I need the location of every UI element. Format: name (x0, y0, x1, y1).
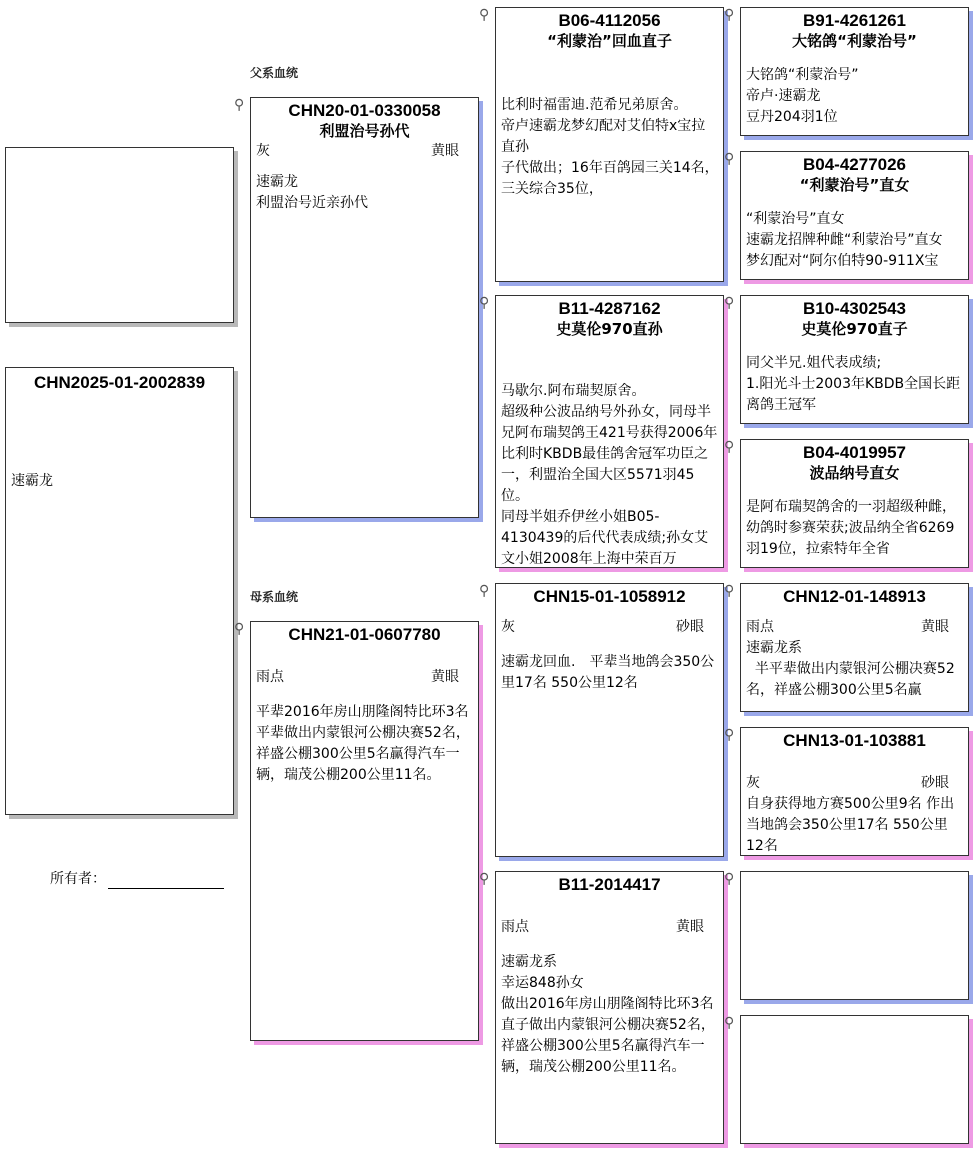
dss-attributes (741, 617, 968, 638)
sire-sire-card (495, 7, 724, 282)
sire-dam-note: 马歇尔.阿布瑞契原舍。 超级种公波品纳号外孙女，同母半兄阿布瑞契鸽王421号获得2006年比利时KBDB最佳鸽舍冠军功臣之一，利盟治全国大区5571羽45位。 同母半姐乔伊丝小姐B05-4130439的后代代表成绩;孙女艾文小姐2008年上海中荣百万 (501, 383, 718, 567)
dss-card (740, 583, 969, 712)
sds-note: 同父半兄.姐代表成绩; 1.阳光斗士2003年KBDB全国长距离鸽王冠军 (746, 355, 961, 413)
sdd-ring-number: B04-4019957 (802, 443, 907, 462)
ssd-ring-number: B04-4277026 (802, 155, 907, 174)
dam-sire-eye: 砂眼 (676, 619, 704, 635)
pigeon-ring-icon: ⚲ (724, 727, 735, 743)
sdd-card (740, 439, 969, 568)
dss-ring-number: CHN12-01-148913 (783, 587, 926, 606)
pigeon-ring-icon: ⚲ (234, 621, 245, 637)
sdd-name: 波品纳号直女 (809, 464, 900, 482)
sss-card (740, 7, 969, 136)
subject-ring-number: CHN2025-01-2002839 (33, 373, 206, 392)
dds-card (740, 871, 969, 1000)
pigeon-ring-icon: ⚲ (479, 7, 490, 23)
ssd-name: “利蒙治号”直女 (799, 176, 910, 194)
dsd-color: 灰 (746, 775, 760, 791)
pigeon-ring-icon: ⚲ (724, 7, 735, 23)
dsd-card (740, 727, 969, 856)
sdd-note: 是阿布瑞契鸽舍的一羽超级种雌，幼鸽时参赛荣获;波品纳全省6269羽19位，拉索特年全省 (746, 499, 956, 557)
sss-note: 大铭鸽“利蒙治号” 帝卢·速霸龙 豆丹204羽1位 (746, 67, 859, 125)
pigeon-ring-icon: ⚲ (724, 583, 735, 599)
sire-dam-name: 史莫伦970直孙 (556, 320, 663, 338)
dam-ring-number: CHN21-01-0607780 (288, 625, 441, 644)
owner-field (50, 869, 224, 889)
dsd-eye: 砂眼 (921, 775, 949, 791)
sire-ring-number: CHN20-01-0330058 (288, 101, 441, 120)
dam-dam-attributes (496, 917, 723, 938)
pigeon-ring-icon: ⚲ (479, 583, 490, 599)
dam-dam-card (495, 871, 724, 1144)
photo-box (5, 147, 234, 323)
subject-card (5, 367, 234, 815)
pigeon-ring-icon: ⚲ (724, 151, 735, 167)
pigeon-ring-icon: ⚲ (234, 97, 245, 113)
dam-sire-attributes (496, 617, 723, 638)
subject-note: 速霸龙 (11, 473, 53, 489)
dam-dam-note: 速霸龙系 幸运848孙女 做出2016年房山朋隆阁特比环3名 直子做出内蒙银河公棚决赛52名，祥盛公棚300公里5名赢得汽车一辆，瑞茂公棚200公里11名。 (501, 954, 715, 1075)
dam-dam-ring-number: B11-2014417 (558, 875, 661, 894)
pigeon-ring-icon: ⚲ (479, 871, 490, 887)
dsd-note: 自身获得地方赛500公里9名 作出当地鸽会350公里17名 550公里12名 (746, 796, 955, 854)
dam-card (250, 621, 479, 1041)
sds-name: 史莫伦970直子 (801, 320, 908, 338)
sire-dam-ring-number: B11-4287162 (558, 299, 661, 318)
dam-sire-color: 灰 (501, 619, 515, 635)
dss-color: 雨点 (746, 619, 774, 635)
dss-note: 速霸龙系 半平辈做出内蒙银河公棚决赛52名，祥盛公棚300公里5名赢 (746, 640, 955, 698)
sire-attributes (251, 141, 478, 162)
maternal-heading: 母系血统 (250, 590, 299, 604)
dam-note: 平辈2016年房山朋隆阁特比环3名 平辈做出内蒙银河公棚决赛52名，祥盛公棚300公里5名赢得汽车一辆，瑞茂公棚200公里11名。 (256, 704, 470, 783)
sire-note: 速霸龙 利盟治号近亲孙代 (256, 174, 368, 211)
dam-dam-color: 雨点 (501, 919, 529, 935)
pigeon-ring-icon: ⚲ (724, 439, 735, 455)
sds-ring-number: B10-4302543 (802, 299, 907, 318)
sds-card (740, 295, 969, 424)
dam-sire-card (495, 583, 724, 857)
sire-sire-note: 比利时福雷迪.范希兄弟原舍。 帝卢速霸龙梦幻配对艾伯特x宝拉直孙 子代做出；16年百鸽园三关14名，三关综合35位， (501, 97, 719, 197)
pigeon-ring-icon: ⚲ (479, 295, 490, 311)
dam-attributes (251, 667, 478, 688)
sire-sire-ring-number: B06-4112056 (558, 11, 661, 30)
sire-name: 利盟治号孙代 (319, 122, 410, 140)
sss-ring-number: B91-4261261 (802, 11, 907, 30)
dam-eye: 黄眼 (431, 669, 459, 685)
sire-sire-name: “利蒙治”回血直子 (547, 32, 672, 50)
dsd-ring-number: CHN13-01-103881 (783, 731, 926, 750)
sire-card (250, 97, 479, 518)
pigeon-ring-icon: ⚲ (724, 871, 735, 887)
dam-dam-eye: 黄眼 (676, 919, 704, 935)
ssd-note: “利蒙治号”直女 速霸龙招牌种雌“利蒙治号”直女 梦幻配对“阿尔伯特90-911X宝 (746, 211, 943, 269)
dss-eye: 黄眼 (921, 619, 949, 635)
dam-color: 雨点 (256, 669, 284, 685)
owner-label: 所有者： (50, 871, 106, 887)
ddd-card (740, 1015, 969, 1144)
pigeon-ring-icon: ⚲ (724, 295, 735, 311)
sire-color: 灰 (256, 143, 270, 159)
dsd-attributes (741, 773, 968, 794)
owner-line[interactable] (108, 873, 224, 889)
pigeon-ring-icon: ⚲ (724, 1015, 735, 1031)
paternal-heading: 父系血统 (250, 66, 299, 80)
sire-dam-card (495, 295, 724, 568)
sire-eye: 黄眼 (431, 143, 459, 159)
sss-name: 大铭鸽“利蒙治号” (792, 32, 917, 50)
ssd-card (740, 151, 969, 280)
dam-sire-note: 速霸龙回血. 平辈当地鸽会350公里17名 550公里12名 (501, 654, 715, 691)
dam-sire-ring-number: CHN15-01-1058912 (533, 587, 686, 606)
